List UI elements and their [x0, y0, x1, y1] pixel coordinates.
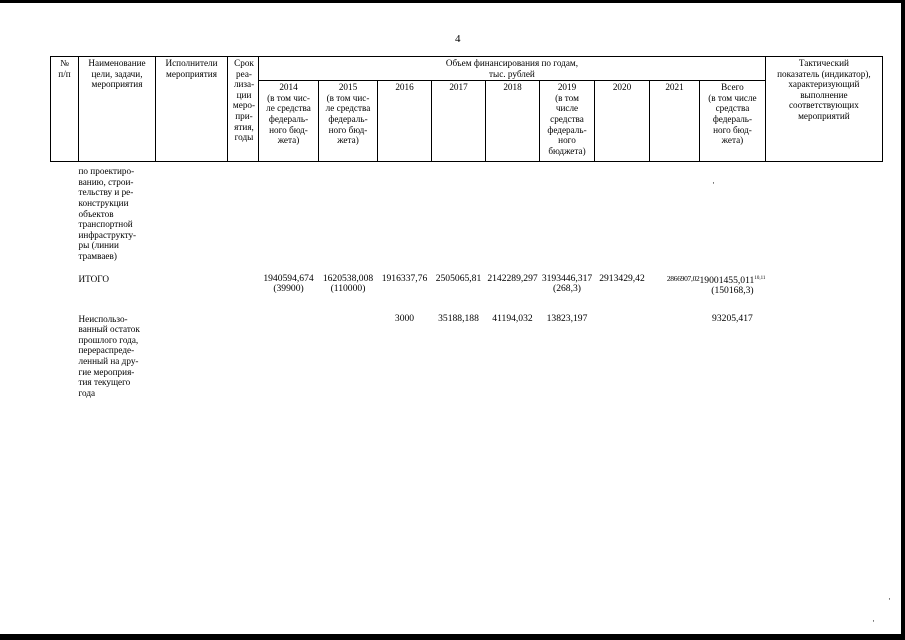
total-2018: 2142289,297	[487, 272, 538, 284]
header-total: Всего (в том числе средства федераль- ного бюд- жета)	[700, 81, 766, 162]
unused-2018: 41194,032	[492, 312, 533, 324]
total-2021: 2866907,02	[666, 273, 700, 283]
table-row-unused	[51, 314, 883, 414]
header-term: Срок реа- лиза- ции меро- при- ятия, годы	[228, 57, 259, 162]
continuation-text: по проектиро- ванию, строи- тельству и ре- конструкции объектов транспортной инфраструкту- ры (линии трамваев)	[78, 166, 137, 261]
funding-table	[50, 56, 883, 414]
page-number: 4	[455, 33, 461, 45]
header-year-2017: 2017	[432, 81, 486, 162]
header-indicator: Тактический показатель (индикатор), характеризующий выполнение соответствующих мероприятий	[765, 57, 882, 162]
total-2014: 1940594,674 (39900)	[263, 272, 314, 295]
header-year-2014: 2014 (в том чис- ле средства федераль- ного бюд- жета)	[259, 81, 319, 162]
unused-2019: 13823,197	[546, 312, 588, 324]
header-year-2015: 2015 (в том чис- ле средства федераль- ного бюд- жета)	[319, 81, 378, 162]
total-2015: 1620538,008 (110000)	[322, 272, 374, 295]
unused-2016: 3000	[394, 312, 415, 324]
total-2017: 2505065,81	[435, 272, 482, 284]
total-2020: 2913429,42	[599, 272, 645, 284]
total-all	[700, 274, 766, 314]
total-all-footnote: 10,11	[754, 275, 766, 281]
total-all-federal: (150168,3)	[711, 285, 754, 297]
header-funding: Объем финансирования по годам, тыс. рублей	[259, 57, 766, 81]
scan-speck: ·	[872, 616, 875, 626]
scan-speck: ·	[888, 594, 891, 604]
table-row-total	[51, 274, 883, 314]
total-2019: 3193446,317 (268,3)	[541, 272, 593, 295]
total-label: ИТОГО	[78, 273, 109, 284]
total-2016: 1916337,76	[381, 272, 428, 284]
header-name: Наименование цели, задачи, мероприятия	[79, 57, 156, 162]
header-year-2018: 2018	[486, 81, 540, 162]
unused-all: 93205,417	[712, 312, 753, 324]
right-border	[901, 0, 905, 640]
bottom-border	[0, 634, 905, 640]
header-year-2019: 2019 (в том числе средства федераль- ного бюджета)	[540, 81, 595, 162]
header-year-2021: 2021	[650, 81, 700, 162]
total-all-value: 19001455,011	[699, 274, 755, 286]
header-year-2016: 2016	[378, 81, 432, 162]
header-year-2020: 2020	[595, 81, 650, 162]
header-num: № п/п	[51, 57, 79, 162]
header-executors: Исполнители мероприятия	[156, 57, 228, 162]
top-border	[0, 0, 905, 3]
unused-label: Неиспользо- ванный остаток прошлого года, перераспреде- ленный на дру- гие мероприя- тия текущего года	[78, 313, 140, 398]
scan-speck: ·	[712, 178, 715, 188]
unused-2017: 35188,188	[438, 312, 479, 324]
